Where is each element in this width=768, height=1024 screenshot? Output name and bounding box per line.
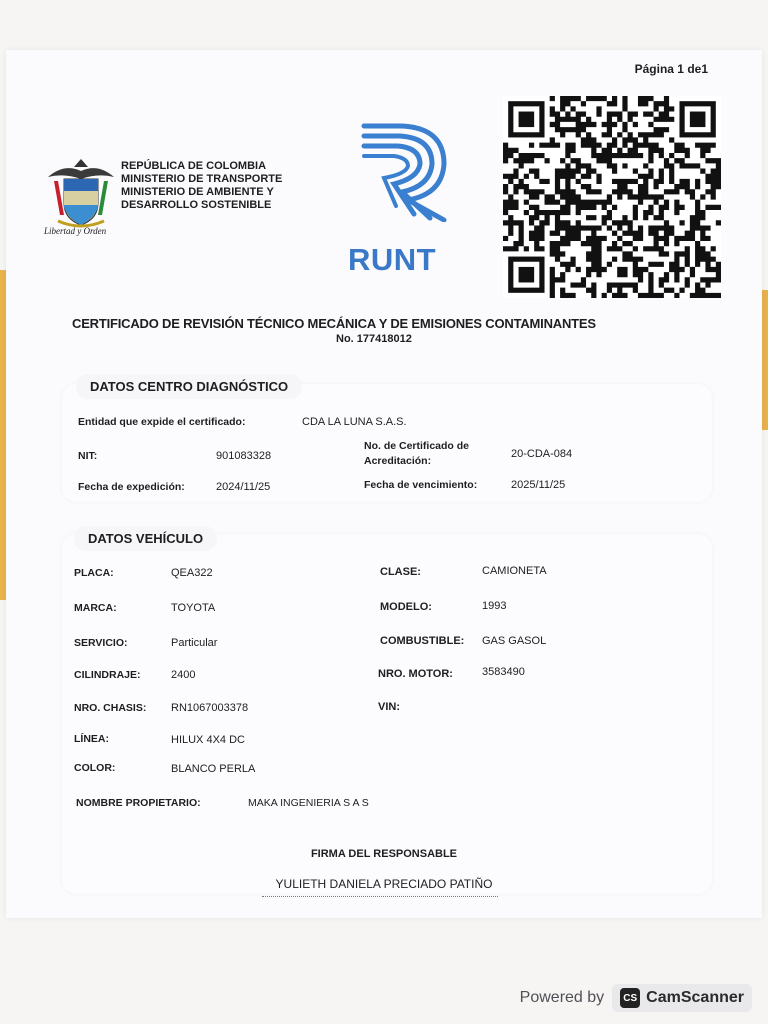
marca-value: TOYOTA <box>171 602 216 614</box>
acreditacion-label-line-2: Acreditación: <box>364 455 432 467</box>
runt-logo-icon <box>344 122 454 222</box>
colombia-coat-of-arms-icon <box>44 155 118 235</box>
government-header <box>121 160 282 212</box>
nro-chasis-value: RN1067003378 <box>171 702 249 714</box>
page-number: Página 1 de1 <box>634 62 708 76</box>
gov-line-4: DESARROLLO SOSTENIBLE <box>121 199 272 211</box>
signature-line <box>262 896 498 897</box>
gov-line-1: REPÚBLICA DE COLOMBIA <box>121 160 267 172</box>
runt-wordmark: RUNT <box>348 242 437 277</box>
placa-label: PLACA: <box>74 567 114 579</box>
section-heading-centro: DATOS CENTRO DIAGNÓSTICO <box>76 374 302 399</box>
nro-motor-label: NRO. MOTOR: <box>378 668 453 680</box>
clase-value: CAMIONETA <box>482 565 547 577</box>
camscanner-brand: CamScanner <box>646 989 744 1006</box>
cilindraje-value: 2400 <box>171 669 196 681</box>
vencimiento-label: Fecha de vencimiento: <box>364 479 478 491</box>
firma-name: YULIETH DANIELA PRECIADO PATIÑO <box>275 877 493 891</box>
certificate-title: CERTIFICADO DE REVISIÓN TÉCNICO MECÁNICA Y DE EMISIONES CONTAMINANTES <box>72 316 596 331</box>
nro-motor-value: 3583490 <box>482 666 525 678</box>
firma-heading: FIRMA DEL RESPONSABLE <box>310 848 458 860</box>
gov-line-3: MINISTERIO DE AMBIENTE Y <box>121 186 274 198</box>
section-heading-vehiculo: DATOS VEHÍCULO <box>74 526 217 551</box>
combustible-value: GAS GASOL <box>482 635 547 647</box>
certificate-page <box>6 50 762 918</box>
entidad-label: Entidad que expide el certificado: <box>78 416 246 428</box>
nit-value: 901083328 <box>216 450 272 462</box>
modelo-label: MODELO: <box>380 601 432 613</box>
acreditacion-label-line-1: No. de Certificado de <box>364 440 470 452</box>
entidad-value: CDA LA LUNA S.A.S. <box>302 416 407 428</box>
placa-value: QEA322 <box>171 567 213 579</box>
powered-by-text: Powered by <box>519 989 605 1006</box>
camscanner-badge <box>612 984 752 1012</box>
clase-label: CLASE: <box>380 566 421 578</box>
qr-code-icon <box>503 96 721 298</box>
datos-vehiculo-section <box>62 531 712 894</box>
combustible-label: COMBUSTIBLE: <box>380 635 465 647</box>
linea-value: HILUX 4X4 DC <box>171 734 245 746</box>
servicio-value: Particular <box>171 637 218 649</box>
modelo-value: 1993 <box>482 600 507 612</box>
linea-label: LÍNEA: <box>74 733 109 745</box>
color-label: COLOR: <box>74 762 116 774</box>
vin-label: VIN: <box>378 701 400 713</box>
acreditacion-value: 20-CDA-084 <box>511 448 573 460</box>
cilindraje-label: CILINDRAJE: <box>74 669 141 681</box>
camscanner-watermark <box>520 982 752 1014</box>
propietario-value: MAKA INGENIERIA S A S <box>248 797 369 809</box>
vencimiento-value: 2025/11/25 <box>511 479 566 491</box>
servicio-label: SERVICIO: <box>74 637 128 649</box>
acreditacion-label <box>364 439 469 469</box>
gov-line-2: MINISTERIO DE TRANSPORTE <box>121 173 283 185</box>
nro-chasis-label: NRO. CHASIS: <box>74 702 147 714</box>
camscanner-icon: CS <box>620 988 640 1008</box>
expedicion-label: Fecha de expedición: <box>78 481 185 493</box>
certificate-number: No. 177418012 <box>336 333 412 345</box>
nit-label: NIT: <box>78 450 98 462</box>
marca-label: MARCA: <box>74 602 117 614</box>
color-value: BLANCO PERLA <box>171 763 256 775</box>
propietario-label: NOMBRE PROPIETARIO: <box>76 797 201 809</box>
crest-motto: Libertad y Orden <box>44 226 107 236</box>
expedicion-value: 2024/11/25 <box>216 481 271 493</box>
